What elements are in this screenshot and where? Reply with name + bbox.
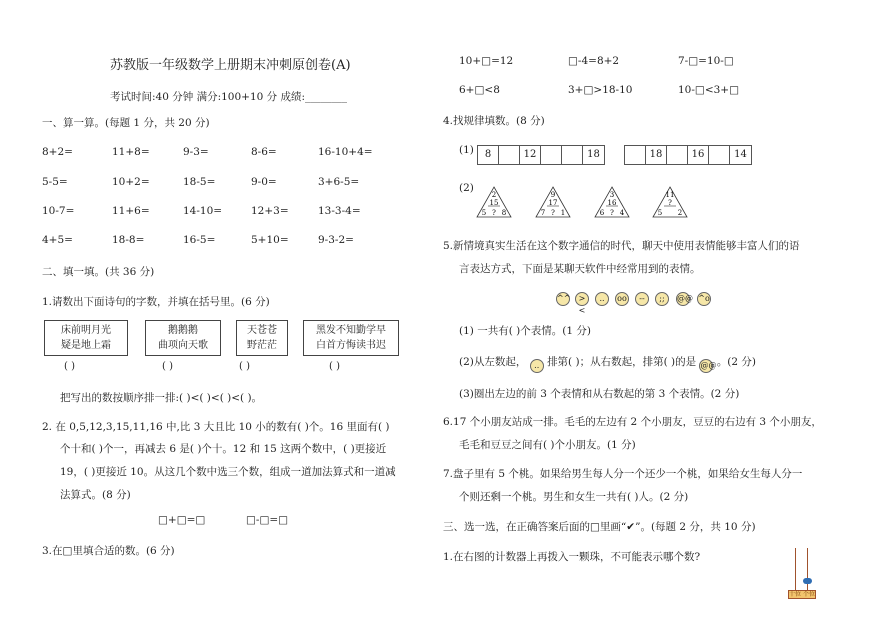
sequence-2 (624, 145, 752, 165)
tri-bm: ? (551, 209, 555, 217)
q2-line: 法算式。(8 分) (60, 489, 131, 501)
tri-top: 3 (609, 191, 615, 199)
q4-label: (2) (459, 182, 474, 194)
section3-heading: 三、选一选，在正确答案后面的□里画“✔”。(每题 2 分，共 10 分) (443, 521, 756, 533)
emoji-face-icon: @@ (699, 359, 713, 373)
poem-line: 白首方悔读书迟 (316, 340, 386, 351)
calc-item: 14-10= (183, 205, 223, 217)
poem-line: 鹅鹅鹅 (168, 325, 198, 336)
emoji-face-icon: .. (530, 359, 544, 373)
tri-top: 11 (665, 191, 675, 199)
tri-br: 2 (677, 209, 683, 217)
seq-cell[interactable]: 16 (688, 146, 709, 164)
order-line: 把写出的数按顺序排一排:( )<( )<( )<( )。 (60, 392, 263, 404)
calc-item: 18-8= (112, 234, 145, 246)
fill-item: 6+□<8 (459, 84, 500, 96)
q2-line: 19，( )更接近 10。从这几个数中选三个数，组成一道加法算式和一道减 (60, 466, 396, 478)
q7-line: 个则还剩一个桃。男生和女生一共有( )人。(2 分) (459, 491, 689, 503)
calc-item: 10+2= (112, 176, 150, 188)
calc-item: 16-10+4= (318, 146, 373, 158)
q6-line: 6.17 个小朋友站成一排。毛毛的左边有 2 个小朋友，豆豆的右边有 3 个小朋友， (443, 416, 822, 428)
calc-item: 18-5= (183, 176, 216, 188)
number-triangle (476, 186, 512, 218)
fill-item: 3+□>18-10 (568, 84, 633, 96)
tri-bm: ? (610, 209, 614, 217)
fill-item: □-4=8+2 (568, 55, 620, 67)
calc-item: 4+5= (42, 234, 73, 246)
tri-bl: 7 (540, 209, 546, 217)
answer-paren: ( ) (64, 361, 75, 372)
calc-item: 5+10= (251, 234, 289, 246)
abacus-icon (788, 548, 816, 600)
calc-item: 10-7= (42, 205, 75, 217)
fill-item: 10-□<3+□ (678, 84, 740, 96)
calc-item: 9-0= (251, 176, 277, 188)
calc-item: 8+2= (42, 146, 73, 158)
tri-mid: 16 (607, 199, 617, 207)
tri-top: 2 (491, 191, 497, 199)
section2-q1: 1.请数出下面诗句的字数，并填在括号里。(6 分) (42, 296, 270, 308)
tri-mid: 15 (489, 199, 499, 207)
answer-paren: ( ) (162, 361, 173, 372)
emoji-face-icon: @@ (676, 292, 690, 306)
number-triangle (652, 186, 688, 218)
equation-template: □+□=□ (158, 514, 206, 526)
exam-info: 考试时间:40 分钟 满分:100+10 分 成绩:________ (110, 91, 348, 103)
calc-item: 9-3= (183, 146, 209, 158)
section2-heading: 二、填一填。(共 36 分) (42, 266, 155, 278)
q5-a: (1) 一共有( )个表情。(1 分) (459, 325, 591, 337)
seq-cell[interactable] (625, 146, 646, 164)
poem-box (145, 320, 221, 356)
poem-line: 野茫茫 (247, 340, 277, 351)
emoji-face-icon: .. (595, 292, 609, 306)
seq-cell[interactable] (667, 146, 688, 164)
abacus-label: 十位 个位 (789, 591, 815, 598)
tri-br: 1 (560, 209, 566, 217)
seq-cell[interactable] (709, 146, 730, 164)
q7-line: 7.盘子里有 5 个桃。如果给男生每人分一个还少一个桃，如果给女生每人分一 (443, 468, 803, 480)
poem-line: 天苍苍 (247, 325, 277, 336)
q5-line: 5.新情境真实生活在这个数字通信的时代，聊天中使用表情能够丰富人们的语 (443, 240, 800, 252)
q2-line: 2. 在 0,5,12,3,15,11,16 中,比 3 大且比 10 小的数有( )个。16 里面有( ) (42, 421, 390, 433)
q2-line: 个十和( )个一，再减去 6 是( )个十。12 和 15 这两个数中，( )更接近 (60, 443, 387, 455)
poem-line: 曲项向天歌 (158, 340, 208, 351)
calc-item: 3+6-5= (318, 176, 360, 188)
tri-br: 8 (501, 209, 507, 217)
calc-item: 12+3= (251, 205, 289, 217)
tri-mid: ? (668, 199, 672, 207)
q4-label: (1) (459, 144, 474, 156)
q5-c: (3)圈出左边的前 3 个表情和从右数起的第 3 个表情。(2 分) (459, 388, 740, 400)
calc-item: 16-5= (183, 234, 216, 246)
poem-line: 疑是地上霜 (61, 340, 111, 351)
sequence-1 (477, 145, 605, 165)
q5-b (459, 354, 756, 373)
tri-top: 9 (550, 191, 556, 199)
answer-paren: ( ) (329, 361, 340, 372)
calc-item: 9-3-2= (318, 234, 354, 246)
page-title: 苏教版一年级数学上册期末冲刺原创卷(A) (110, 58, 351, 73)
calc-item: 8-6= (251, 146, 277, 158)
calc-item: 13-3-4= (318, 205, 361, 217)
seq-cell[interactable]: 8 (478, 146, 499, 164)
seq-cell[interactable]: 18 (587, 149, 600, 160)
q5-line: 言表达方式，下面是某聊天软件中经常用到的表情。 (459, 263, 701, 275)
poem-line: 床前明月光 (61, 325, 111, 336)
calc-item: 11+6= (112, 205, 150, 217)
number-triangle (535, 186, 571, 218)
seq-cell[interactable]: 12 (520, 146, 541, 164)
tri-bm: ? (492, 209, 496, 217)
number-triangle (594, 186, 630, 218)
tri-br: 4 (619, 209, 625, 217)
poem-box (303, 320, 399, 356)
fill-item: 10+□=12 (459, 55, 514, 67)
seq-cell[interactable] (541, 146, 562, 164)
tri-bl: 6 (599, 209, 605, 217)
q5-b-text: 。(2 分) (716, 356, 757, 368)
seq-cell[interactable]: 18 (646, 146, 667, 164)
emoji-face-icon: oo (615, 292, 629, 306)
tri-mid: 17 (548, 199, 558, 207)
emoji-face-icon: ^^ (556, 292, 570, 306)
q5-b-text: 排第( )；从右数起，排第( )的是 (547, 356, 697, 368)
seq-cell[interactable] (562, 146, 583, 164)
fill-item: 7-□=10-□ (678, 55, 734, 67)
q4-heading: 4.找规律填数。(8 分) (443, 115, 545, 127)
tri-bl: 5 (481, 209, 487, 217)
answer-paren: ( ) (239, 361, 250, 372)
emoji-face-icon: ;; (655, 292, 669, 306)
emoji-face-icon: >< (575, 292, 589, 306)
emoji-face-icon: ^o (697, 292, 711, 306)
seq-cell[interactable] (499, 146, 520, 164)
section2-q3: 3.在□里填合适的数。(6 分) (42, 545, 175, 557)
calc-item: 11+8= (112, 146, 150, 158)
calc-item: 5-5= (42, 176, 68, 188)
poem-box (44, 320, 128, 356)
seq-cell[interactable]: 14 (734, 149, 747, 160)
emoji-face-icon: -- (635, 292, 649, 306)
q5-b-text: (2)从左数起， (459, 356, 527, 368)
section1-heading: 一、算一算。(每题 1 分，共 20 分) (42, 117, 210, 129)
poem-line: 黑发不知勤学早 (316, 325, 386, 336)
section3-q1: 1.在右图的计数器上再拨入一颗珠，不可能表示哪个数? (443, 551, 701, 563)
equation-template: □-□=□ (246, 514, 289, 526)
q6-line: 毛毛和豆豆之间有( )个小朋友。(1 分) (459, 439, 636, 451)
poem-box (236, 320, 288, 356)
tri-bl: 5 (657, 209, 663, 217)
